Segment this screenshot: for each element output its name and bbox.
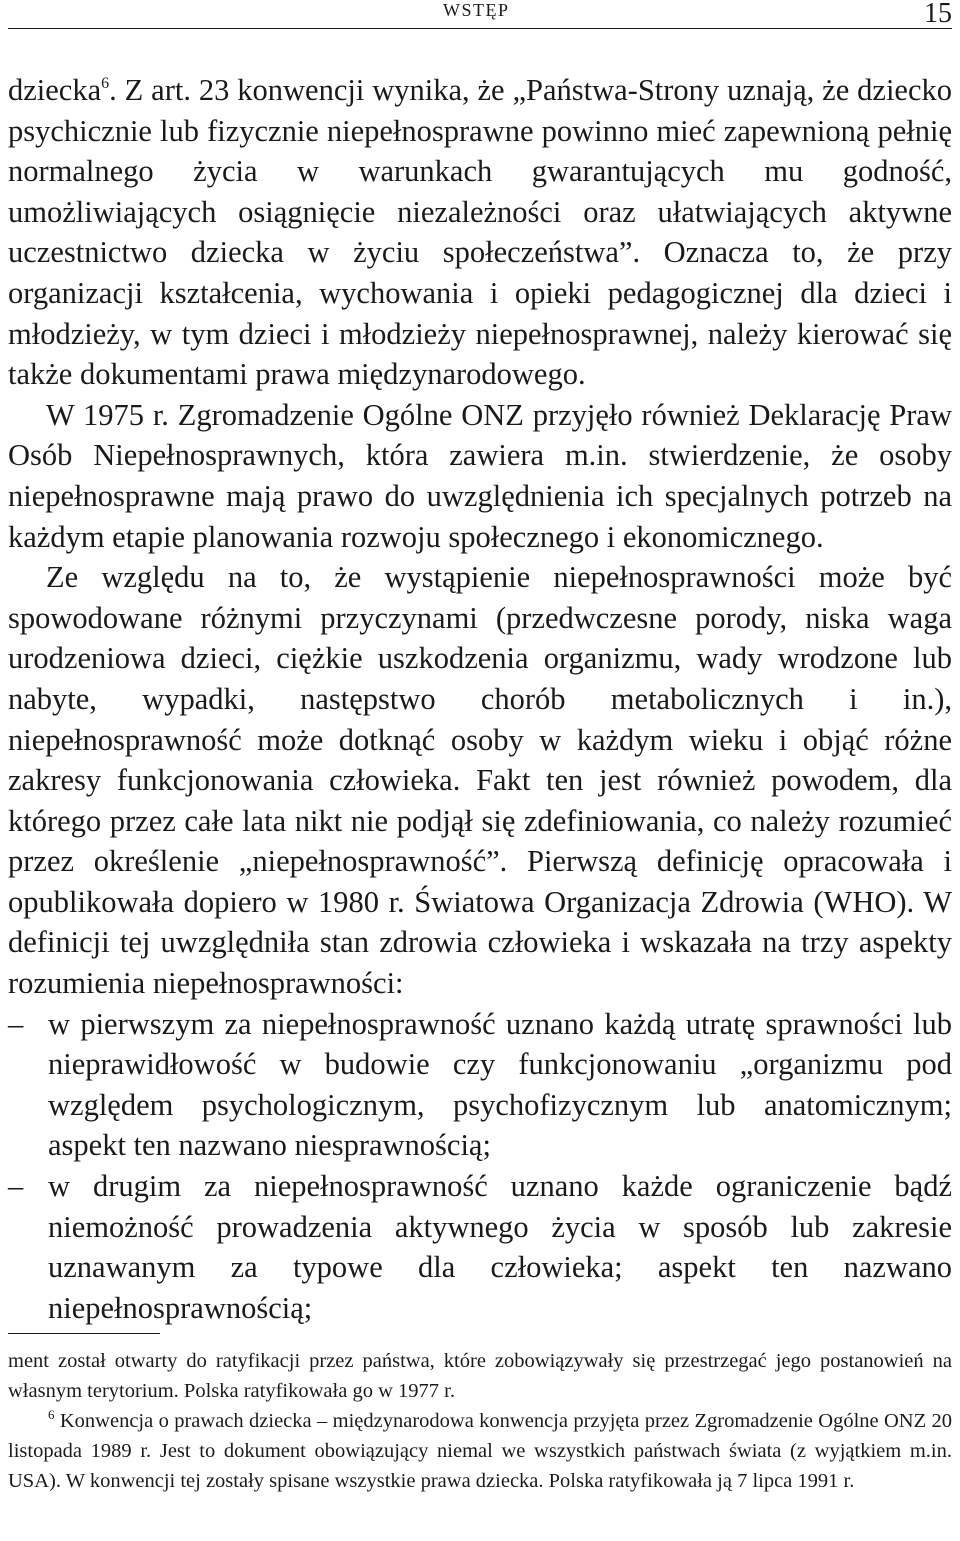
footnote-6-text: Konwencja o prawach dziecka – międzynarodowa konwencja przyjęta przez Zgromadzenie Ogólne ONZ 20 listopada 1989 r. Jest to dokument obowiązujący niemal we wszystkich państwach świata (z wyjątkiem m.in. USA). W konwencji tej zostały spisane wszystkie prawa dziecka. Polska ratyfikowała ją 7 lipca 1991 r. (8, 1410, 952, 1492)
list-item (8, 1166, 952, 1328)
main-text (8, 70, 952, 1328)
footnote-separator (8, 1333, 160, 1334)
list-item (8, 1004, 952, 1166)
list-item-text: w pierwszym za niepełnosprawność uznano każdą utratę sprawności lub nieprawidłowość w budowie czy funkcjonowaniu „organizmu pod względem psychologicznym, psychofizycznym lub anatomicznym; aspekt ten nazwano niesprawnością; (48, 1006, 952, 1163)
footnotes (8, 1346, 952, 1496)
running-title: WSTĘP (443, 0, 510, 20)
footnote-number: 6 (48, 1407, 55, 1422)
paragraph-2: W 1975 r. Zgromadzenie Ogólne ONZ przyjęło również Deklarację Praw Osób Niepełnosprawnych, która zawiera m.in. stwierdzenie, że osoby niepełnosprawne mają prawo do uwzględnienia ich specjalnych potrzeb na każdym etapie planowania rozwoju społecznego i ekonomicznego. (8, 397, 952, 554)
aspect-list (8, 1004, 952, 1329)
page-number: 15 (924, 0, 952, 29)
paragraph-1-rest: . Z art. 23 konwencji wynika, że „Państwa-Strony uznają, że dziecko psychicznie lub fizycznie niepełnosprawne powinno mieć zapewnioną pełnię normalnego życia w warunkach gwarantujących mu godność, umożliwiających osiągnięcie niezależności oraz ułatwiających aktywne uczestnictwo dziecka w życiu społeczeństwa”. Oznacza to, że przy organizacji kształcenia, wychowania i opieki pedagogicznej dla dzieci i młodzieży, w tym dzieci i młodzieży niepełnosprawnej, należy kierować się także dokumentami prawa międzynarodowego. (8, 73, 952, 392)
footnote-6 (8, 1406, 952, 1496)
book-page (8, 0, 952, 1492)
paragraph-1-start: dziecka (8, 73, 102, 107)
footnote-continuation: ment został otwarty do ratyfikacji przez państwa, które zobowiązywały się przestrzegać jego postanowień na własnym terytorium. Polska ratyfikowała go w 1977 r. (8, 1350, 952, 1402)
paragraph-1 (8, 70, 952, 395)
list-item-text: w drugim za niepełnosprawność uznano każde ograniczenie bądź niemożność prowadzenia aktywnego życia w sposób lub zakresie uznawanym za typowe dla człowieka; aspekt ten nazwano niepełnosprawnością; (48, 1169, 952, 1325)
footnote-reference: 6 (101, 75, 110, 92)
paragraph-3: Ze względu na to, że wystąpienie niepełnosprawności może być spowodowane różnymi przyczynami (przedwczesne porody, niska waga urodzeniowa dzieci, ciężkie uszkodzenia organizmu, wady wrodzone lub nabyte, wypadki, następstwo chorób metabolicznych i in.), niepełnosprawność może dotknąć osoby w każdym wieku i objąć różne zakresy funkcjonowania człowieka. Fakt ten jest również powodem, dla którego przez całe lata nikt nie podjął się zdefiniowania, co należy rozumieć przez określenie „niepełnosprawność”. Pierwszą definicję opracowała i opublikowała dopiero w 1980 r. Światowa Organizacja Zdrowia (WHO). W definicji tej uwzględniła stan zdrowia człowieka i wskazała na trzy aspekty rozumienia niepełnosprawności: (8, 560, 952, 1001)
running-header (8, 0, 952, 29)
dash-bullet: – (8, 1006, 24, 1041)
dash-bullet: – (8, 1169, 24, 1204)
